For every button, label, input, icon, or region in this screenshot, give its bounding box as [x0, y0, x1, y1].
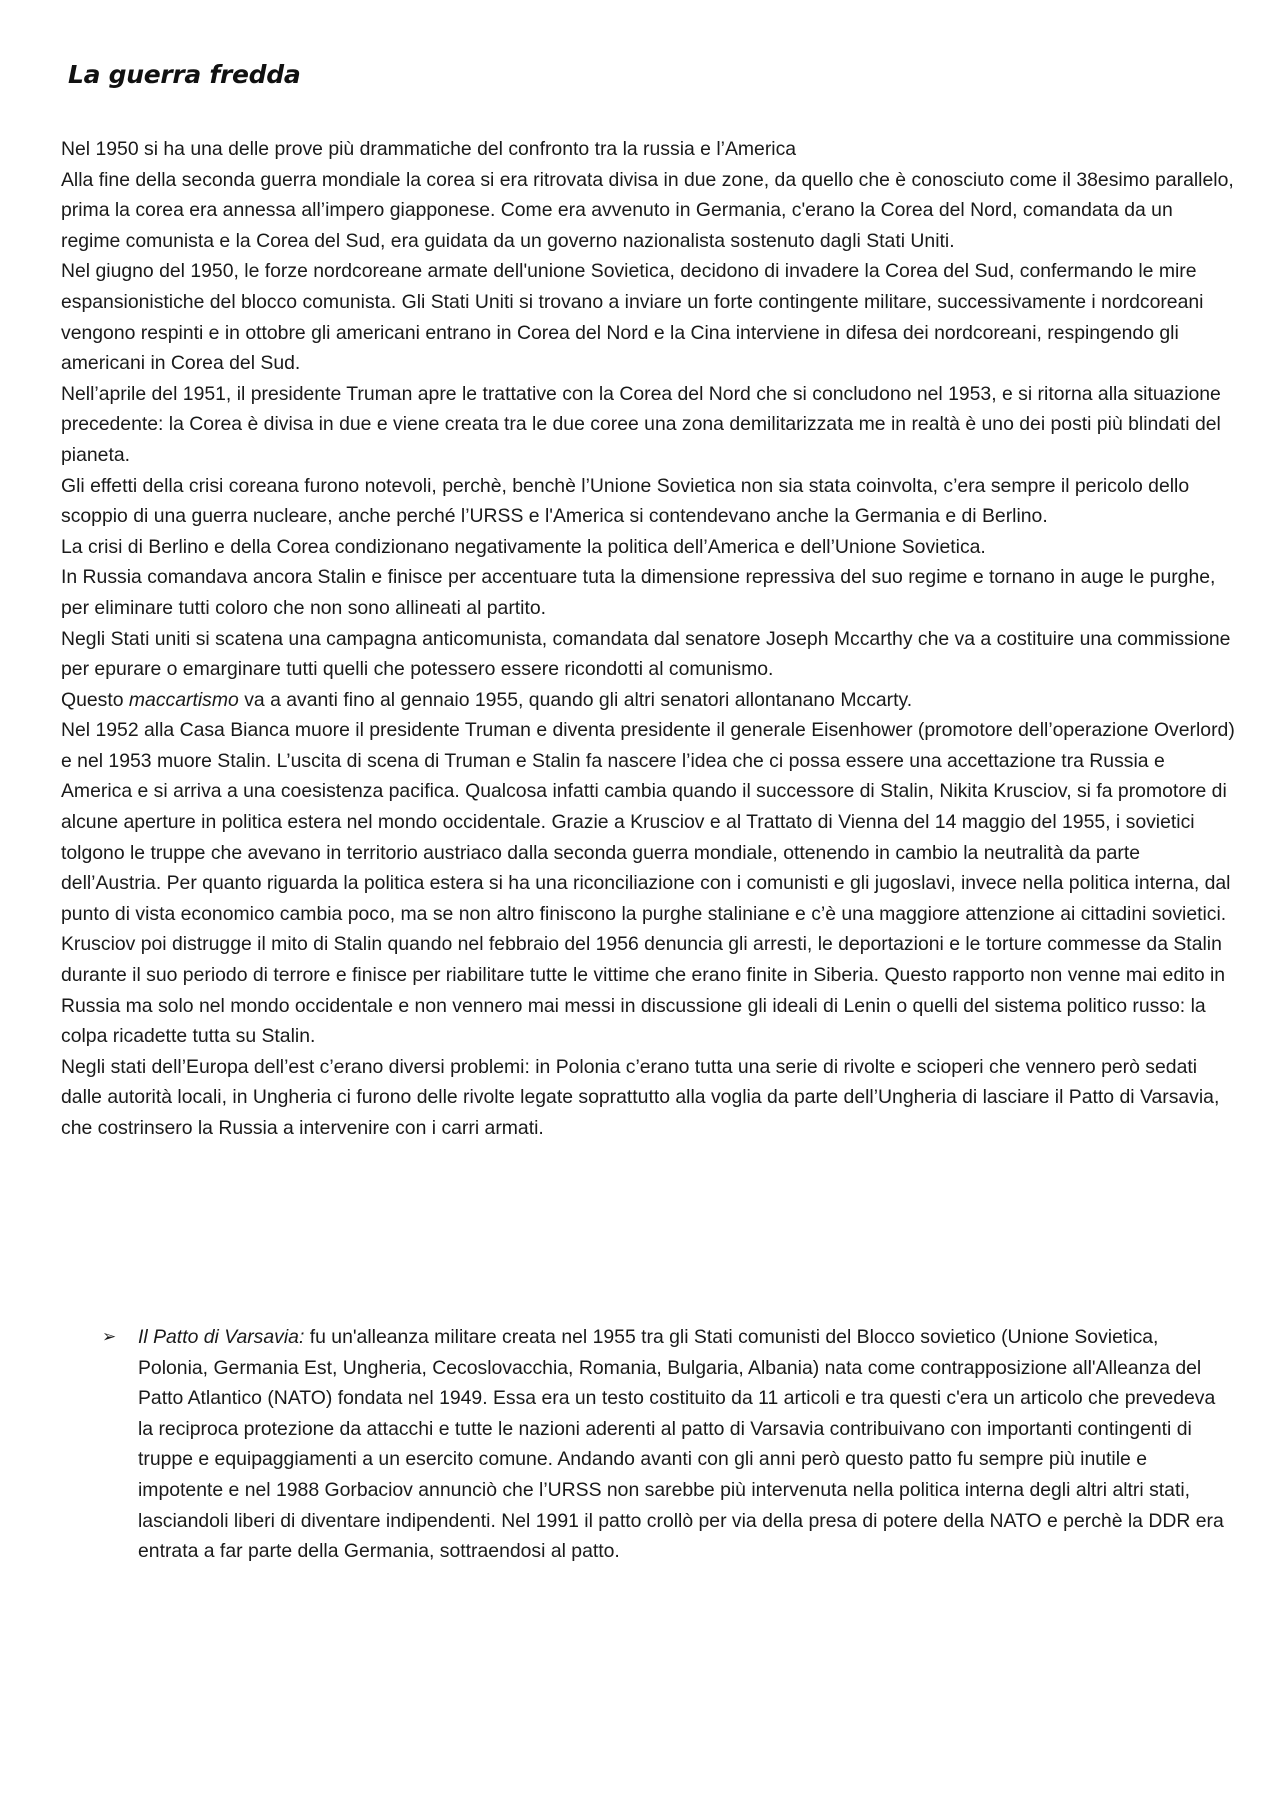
- paragraph: La crisi di Berlino e della Corea condizionano negativamente la politica dell’America e dell’Unione Sovietica.: [61, 535, 986, 558]
- maccartismo-term: maccartismo: [128, 688, 239, 711]
- bullet-list: [100, 1322, 1230, 1567]
- paragraph-suffix: va a avanti fino al gennaio 1955, quando gli altri senatori allontanano Mccarty.: [238, 688, 913, 711]
- bullet-term: Il Patto di Varsavia:: [138, 1326, 305, 1348]
- page-title: La guerra fredda: [68, 60, 301, 89]
- paragraph: Alla fine della seconda guerra mondiale la corea si era ritrovata divisa in due zone, da quello che è conosciuto come il 38esimo parallelo, prima la corea era annessa all’impero giapponese. Come era avvenuto in Germania, c'erano la Corea del Nord, comandata da un regime comunista e la Corea del Sud, era guidata da un governo nazionalista sostenuto dagli Stati Uniti.: [61, 168, 1234, 252]
- paragraph: In Russia comandava ancora Stalin e finisce per accentuare tuta la dimensione repressiva del suo regime e tornano in auge le purghe, per eliminare tutti coloro che non sono allineati al partito.: [61, 566, 1216, 619]
- paragraph-maccartismo: [61, 685, 1236, 716]
- arrow-bullet-icon: ➢: [102, 1327, 117, 1347]
- paragraph: Negli Stati uniti si scatena una campagna anticomunista, comandata dal senatore Joseph Mccarthy che va a costituire una commissione per epurare o emarginare tutti quelli che potessero essere ricondotti al comunismo.: [61, 627, 1231, 681]
- paragraph: Negli stati dell’Europa dell’est c’erano diversi problemi: in Polonia c’erano tutta una serie di rivolte e scioperi che vennero però sedati dalle autorità locali, in Ungheria ci furono delle rivolte legate soprattutto alla voglia da parte dell’Ungheria di lasciare il Patto di Varsavia, che costrinsero la Russia a intervenire con i carri armati.: [61, 1055, 1220, 1139]
- paragraph: Nel 1952 alla Casa Bianca muore il presidente Truman e diventa presidente il generale Eisenhower (promotore dell’operazione Overlord) e nel 1953 muore Stalin. L’uscita di scena di Truman e Stalin fa nascere l’idea che ci possa essere una accettazione tra Russia e America e si arriva a una coesistenza pacifica. Qualcosa infatti cambia quando il successore di Stalin, Nikita Krusciov, si fa promotore di alcune aperture in politica estera nel mondo occidentale. Grazie a Krusciov e al Trattato di Vienna del 14 maggio del 1955, i sovietici tolgono le truppe che avevano in territorio austriaco dalla seconda guerra mondiale, ottenendo in cambio la neutralità da parte dell’Austria. Per quanto riguarda la politica estera si ha una riconciliazione con i comunisti e gli jugoslavi, invece nella politica interna, dal punto di vista economico cambia poco, ma se non altro finiscono la purghe staliniane e c’è una maggiore attenzione ai cittadini sovietici. Krusciov poi distrugge il mito di Stalin quando nel febbraio del 1956 denuncia gli arresti, le deportazioni e le torture commesse da Stalin durante il suo periodo di terrore e finisce per riabilitare tutte le vittime che erano finite in Siberia. Questo rapporto non venne mai edito in Russia ma solo nel mondo occidentale e non vennero mai messi in discussione gli ideali di Lenin o quelli del sistema politico russo: la colpa ricadette tutta su Stalin.: [61, 719, 1235, 1048]
- body-text: [61, 134, 1236, 1144]
- paragraph: Nel 1950 si ha una delle prove più drammatiche del confronto tra la russia e l’America: [61, 138, 797, 160]
- bullet-text: fu un'alleanza militare creata nel 1955 tra gli Stati comunisti del Blocco sovietico (Unione Sovietica, Polonia, Germania Est, Ungheria, Cecoslovacchia, Romania, Bulgaria, Albania) nata come contrapposizione all'Alleanza del Patto Atlantico (NATO) fondata nel 1949. Essa era un testo costituito da 11 articoli e tra questi c'era un articolo che prevedeva la reciproca protezione da attacchi e tutte le nazioni aderenti al patto di Varsavia contribuivano con importanti contingenti di truppe e equipaggiamenti a un esercito comune. Andando avanti con gli anni però questo patto fu sempre più inutile e impotente e nel 1988 Gorbaciov annunciò che l’URSS non sarebbe più intervenuta nella politica interna degli altri altri stati, lasciandoli liberi di diventare indipendenti. Nel 1991 il patto crollò per via della presa di potere della NATO e perchè la DDR era entrata a far parte della Germania, sottraendosi al patto.: [138, 1326, 1224, 1563]
- paragraph: Nel giugno del 1950, le forze nordcoreane armate dell'unione Sovietica, decidono di invadere la Corea del Sud, confermando le mire espansionistiche del blocco comunista. Gli Stati Uniti si trovano a inviare un forte contingente militare, successivamente i nordcoreani vengono respinti e in ottobre gli americani entrano in Corea del Nord e la Cina interviene in difesa dei nordcoreani, respingendo gli americani in Corea del Sud.: [61, 260, 1204, 375]
- paragraph: Gli effetti della crisi coreana furono notevoli, perchè, benchè l’Unione Sovietica non sia stata coinvolta, c’era sempre il pericolo dello scoppio di una guerra nucleare, anche perché l’URSS e l'America si contendevano anche la Germania e di Berlino.: [61, 474, 1190, 528]
- bullet-item-patto-varsavia: [100, 1322, 1230, 1567]
- paragraph-prefix: Questo: [61, 688, 129, 711]
- paragraph: Nell’aprile del 1951, il presidente Truman apre le trattative con la Corea del Nord che si concludono nel 1953, e si ritorna alla situazione precedente: la Corea è divisa in due e viene creata tra le due coree una zona demilitarizzata me in realtà è uno dei posti più blindati del pianeta.: [61, 382, 1221, 466]
